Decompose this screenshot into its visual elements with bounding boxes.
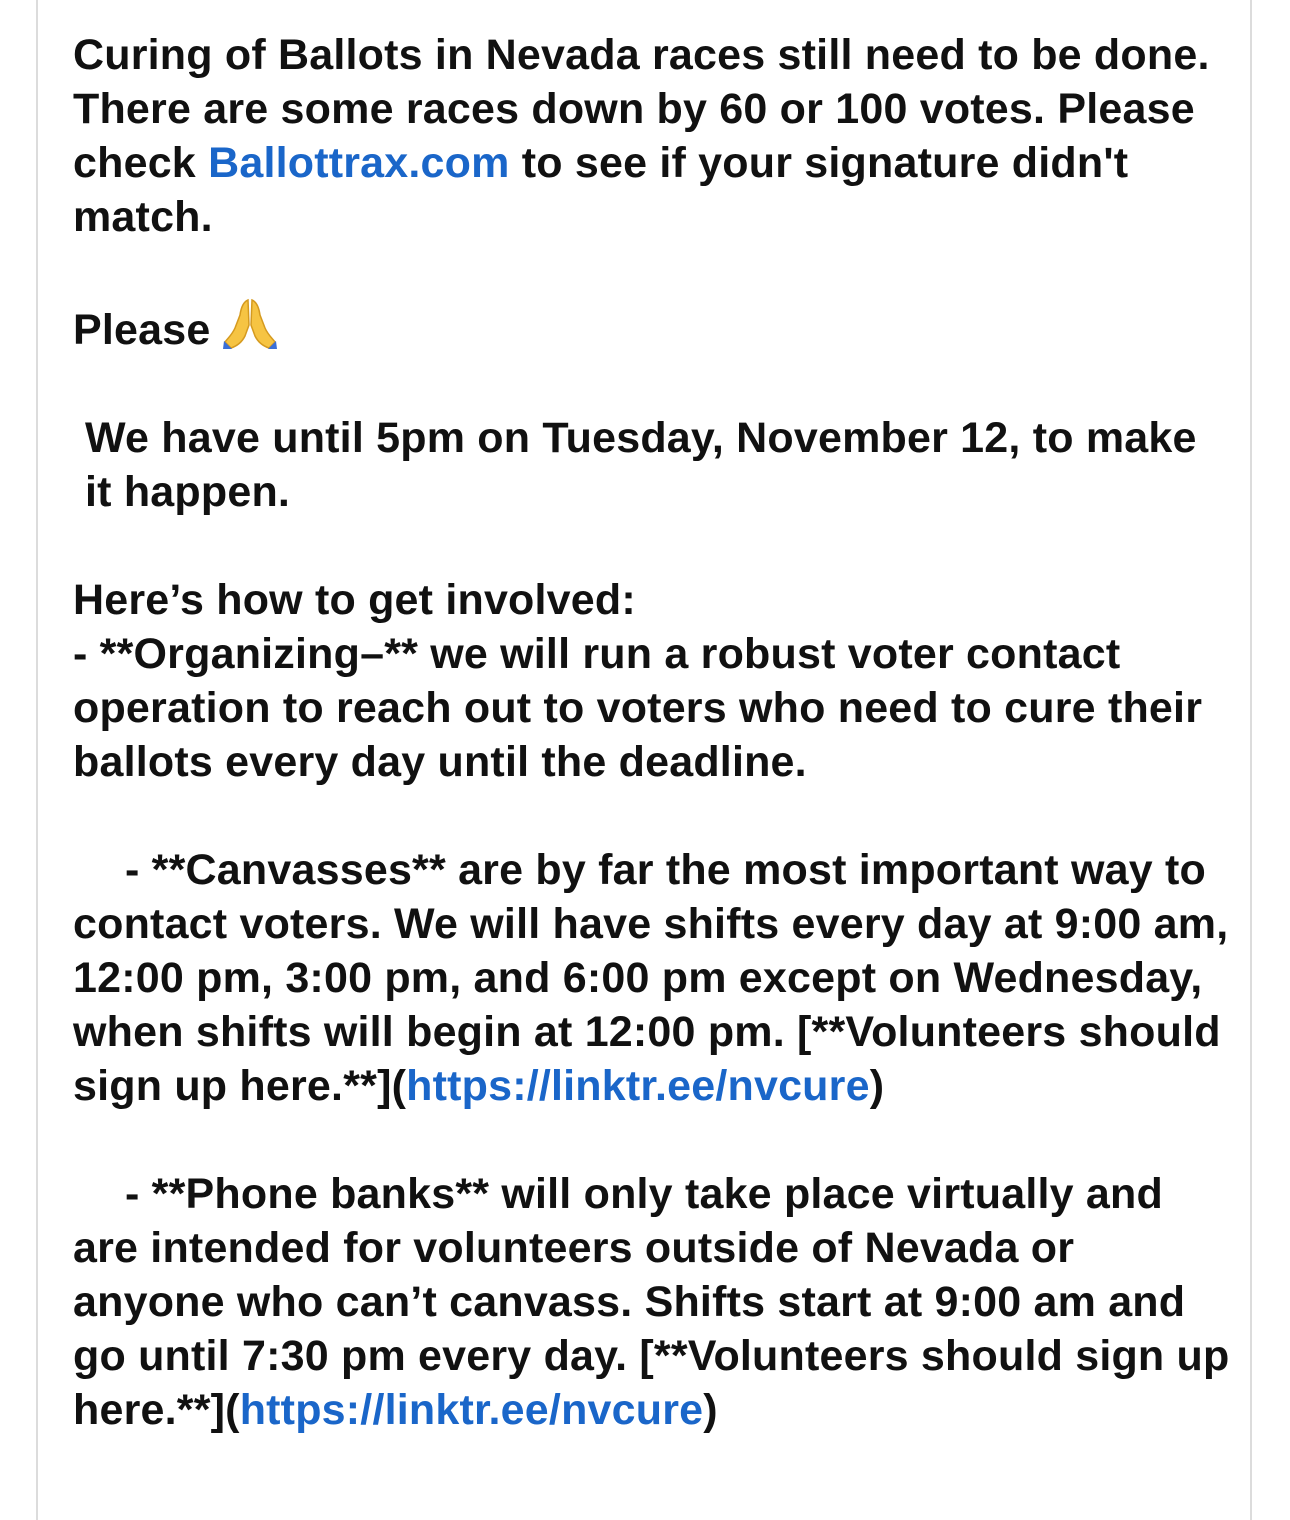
paragraph-curing-text-a: Curing of Ballots in Nevada races still need to be done. There are some races down by 60 or 100 votes. Please check (73, 31, 1210, 187)
canvass-signup-link[interactable]: https://linktr.ee/nvcure (406, 1062, 870, 1110)
paragraph-please (73, 298, 1233, 357)
get-involved-heading: Here’s how to get involved: (73, 576, 636, 624)
paragraph-curing-text-b: to see if your signature didn't match. (73, 139, 1129, 241)
post-body (73, 28, 1233, 1437)
canvasses-item (73, 843, 1233, 1113)
ballottrax-link[interactable]: Ballottrax.com (208, 139, 510, 187)
canvasses-item-text: - **Canvasses** are by far the most important way to contact voters. We will have shifts every day at 9:00 am, 12:00 pm, 3:00 pm, and 6:00 pm except on Wednesday, when shifts will begin at 12:00 pm. [**Volunteers should sign up here.**]( (73, 846, 1229, 1110)
phone-banks-item-text: - **Phone banks** will only take place virtually and are intended for volunteers outside of Nevada or anyone who can’t canvass. Shifts start at 9:00 am and go until 7:30 pm every day. [**Volunteers should sign up here.**]( (73, 1170, 1230, 1434)
phone-banks-item-close: ) (703, 1386, 718, 1434)
paragraph-curing (73, 28, 1233, 244)
please-text: Please (73, 306, 211, 354)
organizing-item: - **Organizing–** we will run a robust voter contact operation to reach out to voters who need to cure their ballots every day until the deadline. (73, 630, 1203, 786)
paragraph-deadline: We have until 5pm on Tuesday, November 12, to make it happen. (85, 414, 1197, 516)
phone-banks-item (73, 1167, 1233, 1437)
phonebank-signup-link[interactable]: https://linktr.ee/nvcure (239, 1386, 704, 1434)
canvasses-item-close: ) (869, 1062, 885, 1110)
folded-hands-icon (221, 298, 279, 350)
